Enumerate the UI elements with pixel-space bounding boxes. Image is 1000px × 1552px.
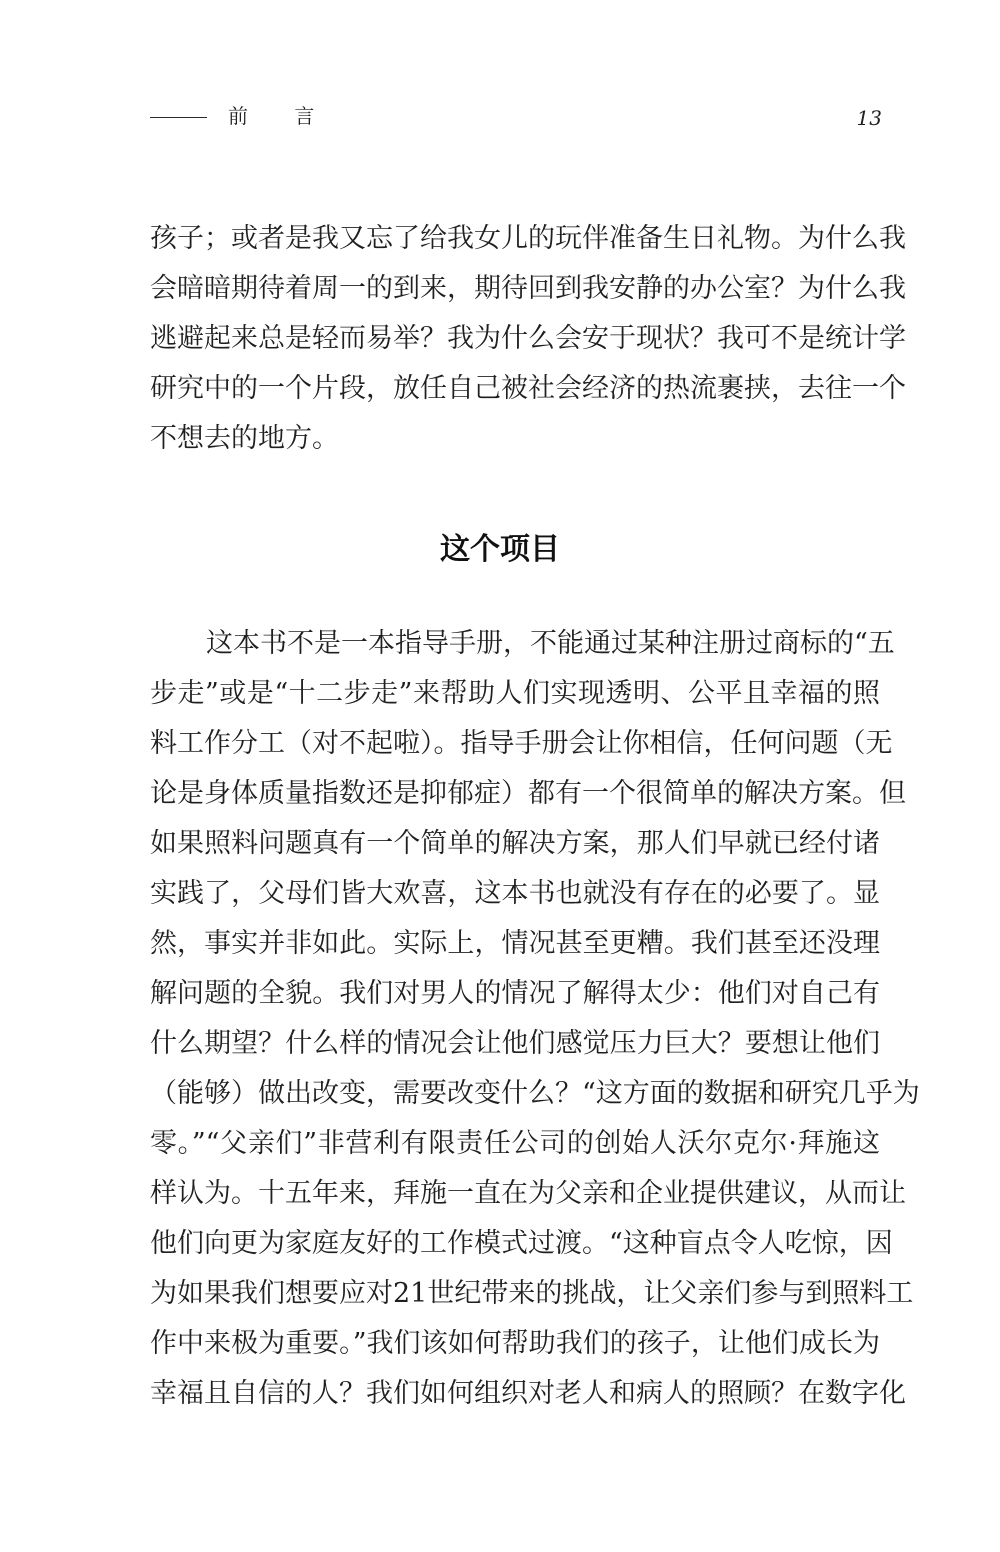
text-line: 研究中的一个片段，放任自己被社会经济的热流裹挟，去往一个 [150, 373, 906, 404]
text-line: （能够）做出改变，需要改变什么？“这方面的数据和研究几乎为 [150, 1078, 920, 1109]
text-line: 料工作分工（对不起啦）。指导手册会让你相信，任何问题（无 [150, 728, 893, 759]
page-number: 13 [856, 106, 882, 130]
text-line: 实践了，父母们皆大欢喜，这本书也就没有存在的必要了。显 [150, 878, 880, 909]
text-line: 如果照料问题真有一个简单的解决方案，那人们早就已经付诸 [150, 828, 880, 859]
section-heading: 这个项目 [440, 532, 560, 567]
text-line: 样认为。十五年来，拜施一直在为父亲和企业提供建议，从而让 [150, 1178, 906, 1209]
text-line: 然，事实并非如此。实际上，情况甚至更糟。我们甚至还没理 [150, 928, 880, 959]
text-line: 什么期望？什么样的情况会让他们感觉压力巨大？要想让他们 [150, 1028, 880, 1059]
text-line: 解问题的全貌。我们对男人的情况了解得太少：他们对自己有 [150, 978, 880, 1009]
text-line: 为如果我们想要应对21世纪带来的挑战，让父亲们参与到照料工 [150, 1278, 914, 1309]
text-line: 他们向更为家庭友好的工作模式过渡。“这种盲点令人吃惊，因 [150, 1228, 893, 1259]
text-line: 这本书不是一本指导手册，不能通过某种注册过商标的“五 [206, 628, 895, 659]
text-line: 步走”或是“十二步走”来帮助人们实现透明、公平且幸福的照 [150, 678, 880, 709]
header-rule [150, 117, 207, 118]
paragraph-body [150, 619, 920, 1419]
text-line: 论是身体质量指数还是抑郁症）都有一个很简单的解决方案。但 [150, 778, 906, 809]
text-line: 作中来极为重要。”我们该如何帮助我们的孩子，让他们成长为 [150, 1328, 880, 1359]
text-line: 孩子；或者是我又忘了给我女儿的玩伴准备生日礼物。为什么我 [150, 223, 906, 254]
text-line: 会暗暗期待着周一的到来，期待回到我安静的办公室？为什么我 [150, 273, 906, 304]
running-title: 前 言 [228, 104, 335, 128]
text-line: 零。”“父亲们”非营利有限责任公司的创始人沃尔克尔·拜施这 [150, 1128, 880, 1159]
text-line: 幸福且自信的人？我们如何组织对老人和病人的照顾？在数字化 [150, 1378, 906, 1409]
text-line: 逃避起来总是轻而易举？我为什么会安于现状？我可不是统计学 [150, 323, 906, 354]
text-line: 不想去的地方。 [150, 423, 339, 454]
paragraph-continued [150, 214, 906, 464]
